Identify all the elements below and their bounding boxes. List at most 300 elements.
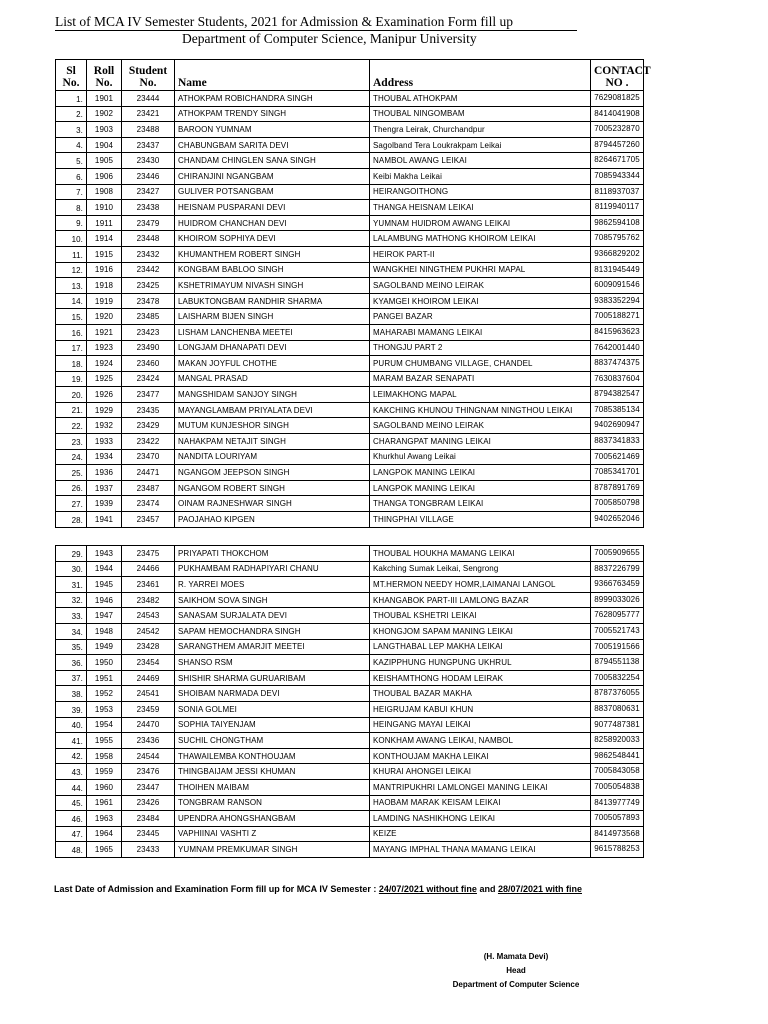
cell-roll-no: 1901	[87, 91, 122, 107]
cell-student-no: 23460	[122, 356, 175, 372]
signatory-department: Department of Computer Science	[452, 980, 580, 989]
cell-address: LEIMAKHONG MAPAL	[370, 387, 591, 403]
table-row	[56, 262, 644, 278]
cell-address: LANGPOK MANING LEIKAI	[370, 480, 591, 496]
cell-name: NGANGOM JEEPSON SINGH	[175, 465, 370, 481]
signatory-name: (H. Mamata Devi)	[483, 952, 549, 961]
cell-name: LAISHARM BIJEN SINGH	[175, 309, 370, 325]
column-header-sl: Sl No.	[56, 60, 87, 91]
student-table-part-2	[55, 545, 644, 858]
cell-roll-no: 1937	[87, 480, 122, 496]
cell-student-no: 23479	[122, 215, 175, 231]
cell-address: KONKHAM AWANG LEIKAI, NAMBOL	[370, 733, 591, 749]
last-date-prefix: Last Date of Admission and Examination Form fill up for MCA IV Semester :	[54, 884, 379, 894]
cell-roll-no: 1915	[87, 246, 122, 262]
date-with-fine: 28/07/2021 with fine	[497, 884, 582, 894]
cell-roll-no: 1903	[87, 122, 122, 138]
cell-sl: 45.	[56, 795, 87, 811]
table-row	[56, 764, 644, 780]
cell-address: THOUBAL BAZAR MAKHA	[370, 686, 591, 702]
cell-name: KSHETRIMAYUM NIVASH SINGH	[175, 278, 370, 294]
cell-roll-no: 1953	[87, 701, 122, 717]
cell-contact: 8787891769	[591, 480, 644, 496]
cell-name: KONGBAM BABLOO SINGH	[175, 262, 370, 278]
cell-contact: 7085341701	[591, 465, 644, 481]
cell-sl: 9.	[56, 215, 87, 231]
cell-roll-no: 1906	[87, 168, 122, 184]
table-row	[56, 168, 644, 184]
cell-address: HAOBAM MARAK KEISAM LEIKAI	[370, 795, 591, 811]
cell-sl: 2.	[56, 106, 87, 122]
cell-student-no: 23448	[122, 231, 175, 247]
cell-address: KYAMGEI KHOIROM LEIKAI	[370, 293, 591, 309]
cell-name: MANGAL PRASAD	[175, 371, 370, 387]
cell-student-no: 24541	[122, 686, 175, 702]
cell-student-no: 23484	[122, 811, 175, 827]
cell-student-no: 23477	[122, 387, 175, 403]
table-row	[56, 826, 644, 842]
cell-contact: 7005054838	[591, 779, 644, 795]
cell-student-no: 23454	[122, 655, 175, 671]
cell-student-no: 23482	[122, 592, 175, 608]
cell-address: THONGJU PART 2	[370, 340, 591, 356]
cell-contact: 8118937037	[591, 184, 644, 200]
cell-sl: 35.	[56, 639, 87, 655]
cell-address: LALAMBUNG MATHONG KHOIROM LEIKAI	[370, 231, 591, 247]
cell-contact: 8258920033	[591, 733, 644, 749]
table-row	[56, 200, 644, 216]
last-date-and: and	[476, 884, 498, 894]
cell-roll-no: 1952	[87, 686, 122, 702]
cell-sl: 36.	[56, 655, 87, 671]
cell-address: MARAM BAZAR SENAPATI	[370, 371, 591, 387]
cell-sl: 48.	[56, 842, 87, 858]
cell-student-no: 23444	[122, 91, 175, 107]
cell-sl: 26.	[56, 480, 87, 496]
cell-sl: 7.	[56, 184, 87, 200]
cell-contact: 8794382547	[591, 387, 644, 403]
cell-address: NAMBOL AWANG LEIKAI	[370, 153, 591, 169]
cell-sl: 11.	[56, 246, 87, 262]
cell-contact: 6009091546	[591, 278, 644, 294]
column-header-roll: Roll No.	[87, 60, 122, 91]
cell-address: THOUBAL KSHETRI LEIKAI	[370, 608, 591, 624]
column-header-student-no: Student No.	[122, 60, 175, 91]
cell-address: THINGPHAI VILLAGE	[370, 512, 591, 528]
cell-contact: 8837341833	[591, 434, 644, 450]
cell-sl: 43.	[56, 764, 87, 780]
cell-sl: 47.	[56, 826, 87, 842]
cell-contact: 8794551138	[591, 655, 644, 671]
cell-roll-no: 1902	[87, 106, 122, 122]
cell-roll-no: 1948	[87, 623, 122, 639]
cell-contact: 7005521743	[591, 623, 644, 639]
cell-address: THOUBAL NINGOMBAM	[370, 106, 591, 122]
cell-address: SAGOLBAND MEINO LEIRAK	[370, 418, 591, 434]
cell-roll-no: 1947	[87, 608, 122, 624]
cell-name: NAHAKPAM NETAJIT SINGH	[175, 434, 370, 450]
cell-sl: 5.	[56, 153, 87, 169]
cell-sl: 34.	[56, 623, 87, 639]
cell-contact: 8794457260	[591, 137, 644, 153]
cell-sl: 40.	[56, 717, 87, 733]
cell-student-no: 24470	[122, 717, 175, 733]
cell-name: SOPHIA TAIYENJAM	[175, 717, 370, 733]
cell-name: TONGBRAM RANSON	[175, 795, 370, 811]
cell-roll-no: 1932	[87, 418, 122, 434]
cell-student-no: 23445	[122, 826, 175, 842]
table-row	[56, 122, 644, 138]
cell-contact: 7628095777	[591, 608, 644, 624]
cell-roll-no: 1911	[87, 215, 122, 231]
cell-sl: 25.	[56, 465, 87, 481]
cell-student-no: 23436	[122, 733, 175, 749]
cell-name: THOIHEN MAIBAM	[175, 779, 370, 795]
cell-sl: 15.	[56, 309, 87, 325]
cell-contact: 7085385134	[591, 402, 644, 418]
cell-roll-no: 1960	[87, 779, 122, 795]
table-row	[56, 701, 644, 717]
table-row	[56, 278, 644, 294]
cell-student-no: 24542	[122, 623, 175, 639]
signature-block	[446, 950, 586, 992]
cell-contact: 8837226799	[591, 561, 644, 577]
cell-address: YUMNAM HUIDROM AWANG LEIKAI	[370, 215, 591, 231]
cell-contact: 9366829202	[591, 246, 644, 262]
cell-roll-no: 1916	[87, 262, 122, 278]
cell-contact: 7005909655	[591, 546, 644, 562]
cell-roll-no: 1934	[87, 449, 122, 465]
cell-name: ATHOKPAM TRENDY SINGH	[175, 106, 370, 122]
cell-contact: 8999033026	[591, 592, 644, 608]
cell-roll-no: 1964	[87, 826, 122, 842]
table-row	[56, 686, 644, 702]
cell-roll-no: 1941	[87, 512, 122, 528]
cell-address: THANGA TONGBRAM LEIKAI	[370, 496, 591, 512]
cell-sl: 30.	[56, 561, 87, 577]
cell-contact: 9615788253	[591, 842, 644, 858]
cell-contact: 8264671705	[591, 153, 644, 169]
cell-student-no: 23421	[122, 106, 175, 122]
table-row	[56, 371, 644, 387]
table-row	[56, 639, 644, 655]
cell-address: KEISHAMTHONG HODAM LEIRAK	[370, 670, 591, 686]
cell-address: MT.HERMON NEEDY HOMR,LAIMANAI LANGOL	[370, 577, 591, 593]
table-row	[56, 434, 644, 450]
cell-sl: 24.	[56, 449, 87, 465]
cell-contact: 7005188271	[591, 309, 644, 325]
cell-name: SAIKHOM SOVA SINGH	[175, 592, 370, 608]
table-row	[56, 91, 644, 107]
cell-contact: 8837474375	[591, 356, 644, 372]
cell-address: KAZIPPHUNG HUNGPUNG UKHRUL	[370, 655, 591, 671]
cell-contact: 8837080631	[591, 701, 644, 717]
cell-name: PUKHAMBAM RADHAPIYARI CHANU	[175, 561, 370, 577]
table-row	[56, 449, 644, 465]
cell-roll-no: 1963	[87, 811, 122, 827]
table-row	[56, 496, 644, 512]
cell-student-no: 23433	[122, 842, 175, 858]
cell-contact: 7005621469	[591, 449, 644, 465]
cell-address: HEINGANG MAYAI LEIKAI	[370, 717, 591, 733]
cell-contact: 7005232870	[591, 122, 644, 138]
cell-sl: 12.	[56, 262, 87, 278]
cell-sl: 28.	[56, 512, 87, 528]
cell-roll-no: 1943	[87, 546, 122, 562]
cell-name: KHOIROM SOPHIYA DEVI	[175, 231, 370, 247]
cell-roll-no: 1910	[87, 200, 122, 216]
cell-student-no: 23426	[122, 795, 175, 811]
cell-roll-no: 1920	[87, 309, 122, 325]
cell-address: KAKCHING KHUNOU THINGNAM NINGTHOU LEIKAI	[370, 402, 591, 418]
table-row	[56, 623, 644, 639]
table-row	[56, 465, 644, 481]
table-row	[56, 561, 644, 577]
table-row	[56, 733, 644, 749]
table-row	[56, 480, 644, 496]
cell-name: SHANSO RSM	[175, 655, 370, 671]
cell-name: PRIYAPATI THOKCHOM	[175, 546, 370, 562]
cell-sl: 1.	[56, 91, 87, 107]
table-row	[56, 670, 644, 686]
cell-student-no: 23435	[122, 402, 175, 418]
cell-sl: 8.	[56, 200, 87, 216]
cell-sl: 42.	[56, 748, 87, 764]
cell-roll-no: 1954	[87, 717, 122, 733]
cell-address: HEIRANGOITHONG	[370, 184, 591, 200]
cell-roll-no: 1921	[87, 324, 122, 340]
department-line: Department of Computer Science, Manipur University	[182, 31, 477, 46]
table-row	[56, 842, 644, 858]
cell-roll-no: 1955	[87, 733, 122, 749]
cell-sl: 37.	[56, 670, 87, 686]
cell-student-no: 23490	[122, 340, 175, 356]
cell-contact: 9402652046	[591, 512, 644, 528]
cell-contact: 9366763459	[591, 577, 644, 593]
table-row	[56, 402, 644, 418]
cell-student-no: 23459	[122, 701, 175, 717]
cell-address: Sagolband Tera Loukrakpam Leikai	[370, 137, 591, 153]
cell-student-no: 23446	[122, 168, 175, 184]
cell-name: THAWAILEMBA KONTHOUJAM	[175, 748, 370, 764]
cell-roll-no: 1925	[87, 371, 122, 387]
cell-address: KEIZE	[370, 826, 591, 842]
cell-address: Thengra Leirak, Churchandpur	[370, 122, 591, 138]
cell-name: CHABUNGBAM SARITA DEVI	[175, 137, 370, 153]
cell-address: HEIROK PART-II	[370, 246, 591, 262]
cell-name: R. YARREI MOES	[175, 577, 370, 593]
cell-name: ATHOKPAM ROBICHANDRA SINGH	[175, 91, 370, 107]
cell-address: Kakching Sumak Leikai, Sengrong	[370, 561, 591, 577]
cell-student-no: 23425	[122, 278, 175, 294]
column-header-address: Address	[370, 60, 591, 91]
cell-sl: 19.	[56, 371, 87, 387]
cell-student-no: 23437	[122, 137, 175, 153]
cell-student-no: 24471	[122, 465, 175, 481]
table-row	[56, 215, 644, 231]
cell-roll-no: 1961	[87, 795, 122, 811]
cell-name: SAPAM HEMOCHANDRA SINGH	[175, 623, 370, 639]
cell-roll-no: 1905	[87, 153, 122, 169]
cell-name: HUIDROM CHANCHAN DEVI	[175, 215, 370, 231]
cell-address: KHONGJOM SAPAM MANING LEIKAI	[370, 623, 591, 639]
table-row	[56, 546, 644, 562]
cell-roll-no: 1923	[87, 340, 122, 356]
table-row	[56, 153, 644, 169]
student-table-part-1	[55, 59, 651, 528]
cell-roll-no: 1904	[87, 137, 122, 153]
cell-sl: 16.	[56, 324, 87, 340]
cell-address: MANTRIPUKHRI LAMLONGEI MANING LEIKAI	[370, 779, 591, 795]
cell-name: SHOIBAM NARMADA DEVI	[175, 686, 370, 702]
column-header-name: Name	[175, 60, 370, 91]
student-rows	[56, 91, 644, 528]
cell-name: VAPHIINAI VASHTI Z	[175, 826, 370, 842]
cell-roll-no: 1919	[87, 293, 122, 309]
cell-student-no: 23429	[122, 418, 175, 434]
cell-student-no: 23423	[122, 324, 175, 340]
cell-sl: 32.	[56, 592, 87, 608]
column-header-contact: CONTACT NO .	[591, 60, 644, 91]
table-row	[56, 324, 644, 340]
cell-sl: 33.	[56, 608, 87, 624]
cell-contact: 7629081825	[591, 91, 644, 107]
cell-sl: 27.	[56, 496, 87, 512]
cell-roll-no: 1949	[87, 639, 122, 655]
cell-address: SAGOLBAND MEINO LEIRAK	[370, 278, 591, 294]
cell-contact: 9383352294	[591, 293, 644, 309]
cell-contact: 8414973568	[591, 826, 644, 842]
cell-address: THOUBAL ATHOKPAM	[370, 91, 591, 107]
cell-student-no: 24543	[122, 608, 175, 624]
last-date-note	[54, 884, 582, 894]
cell-address: THANGA HEISNAM LEIKAI	[370, 200, 591, 216]
cell-sl: 21.	[56, 402, 87, 418]
cell-student-no: 23432	[122, 246, 175, 262]
cell-address: WANGKHEI NINGTHEM PUKHRI MAPAL	[370, 262, 591, 278]
table-row	[56, 655, 644, 671]
cell-roll-no: 1939	[87, 496, 122, 512]
cell-name: SARANGTHEM AMARJIT MEETEI	[175, 639, 370, 655]
cell-name: LISHAM LANCHENBA MEETEI	[175, 324, 370, 340]
table-row	[56, 512, 644, 528]
cell-student-no: 23428	[122, 639, 175, 655]
table-row	[56, 795, 644, 811]
cell-address: MAHARABI MAMANG LEIKAI	[370, 324, 591, 340]
cell-contact: 8119940117	[591, 200, 644, 216]
document-title: List of MCA IV Semester Students, 2021 for Admission & Examination Form fill up	[55, 14, 577, 31]
cell-name: GULIVER POTSANGBAM	[175, 184, 370, 200]
cell-address: LANGPOK MANING LEIKAI	[370, 465, 591, 481]
cell-name: NGANGOM ROBERT SINGH	[175, 480, 370, 496]
cell-contact: 8131945449	[591, 262, 644, 278]
cell-name: CHANDAM CHINGLEN SANA SINGH	[175, 153, 370, 169]
cell-roll-no: 1944	[87, 561, 122, 577]
cell-address: PURUM CHUMBANG VILLAGE, CHANDEL	[370, 356, 591, 372]
cell-name: NANDITA LOURIYAM	[175, 449, 370, 465]
cell-student-no: 23438	[122, 200, 175, 216]
cell-roll-no: 1951	[87, 670, 122, 686]
table-row	[56, 779, 644, 795]
cell-address: HEIGRUJAM KABUI KHUN	[370, 701, 591, 717]
cell-roll-no: 1958	[87, 748, 122, 764]
cell-roll-no: 1933	[87, 434, 122, 450]
cell-contact: 7005832254	[591, 670, 644, 686]
cell-name: UPENDRA AHONGSHANGBAM	[175, 811, 370, 827]
table-row	[56, 387, 644, 403]
cell-name: LABUKTONGBAM RANDHIR SHARMA	[175, 293, 370, 309]
cell-sl: 20.	[56, 387, 87, 403]
table-row	[56, 748, 644, 764]
cell-student-no: 23488	[122, 122, 175, 138]
cell-name: SANASAM SURJALATA DEVI	[175, 608, 370, 624]
cell-roll-no: 1950	[87, 655, 122, 671]
cell-contact: 7005843058	[591, 764, 644, 780]
cell-roll-no: 1914	[87, 231, 122, 247]
cell-address: KHANGABOK PART-III LAMLONG BAZAR	[370, 592, 591, 608]
table-row	[56, 577, 644, 593]
cell-contact: 9862548441	[591, 748, 644, 764]
cell-contact: 7005191566	[591, 639, 644, 655]
student-rows	[56, 546, 644, 858]
cell-roll-no: 1965	[87, 842, 122, 858]
cell-address: Keibi Makha Leikai	[370, 168, 591, 184]
cell-contact: 7005057893	[591, 811, 644, 827]
cell-roll-no: 1926	[87, 387, 122, 403]
cell-contact: 7005850798	[591, 496, 644, 512]
cell-name: MAYANGLAMBAM PRIYALATA DEVI	[175, 402, 370, 418]
cell-contact: 9077487381	[591, 717, 644, 733]
cell-student-no: 23475	[122, 546, 175, 562]
cell-sl: 46.	[56, 811, 87, 827]
cell-sl: 10.	[56, 231, 87, 247]
cell-roll-no: 1924	[87, 356, 122, 372]
cell-sl: 44.	[56, 779, 87, 795]
cell-student-no: 23474	[122, 496, 175, 512]
cell-name: SHISHIR SHARMA GURUARIBAM	[175, 670, 370, 686]
table-row	[56, 717, 644, 733]
cell-name: SONIA GOLMEI	[175, 701, 370, 717]
table-row	[56, 340, 644, 356]
cell-student-no: 24466	[122, 561, 175, 577]
cell-student-no: 23422	[122, 434, 175, 450]
cell-sl: 6.	[56, 168, 87, 184]
cell-roll-no: 1918	[87, 278, 122, 294]
cell-name: HEISNAM PUSPARANI DEVI	[175, 200, 370, 216]
cell-student-no: 23470	[122, 449, 175, 465]
cell-student-no: 23476	[122, 764, 175, 780]
cell-sl: 41.	[56, 733, 87, 749]
cell-address: KHURAI AHONGEI LEIKAI	[370, 764, 591, 780]
cell-sl: 29.	[56, 546, 87, 562]
cell-name: MANGSHIDAM SANJOY SINGH	[175, 387, 370, 403]
table-row	[56, 811, 644, 827]
date-without-fine: 24/07/2021 without fine	[378, 884, 477, 894]
cell-contact: 9402690947	[591, 418, 644, 434]
cell-contact: 7630837604	[591, 371, 644, 387]
cell-student-no: 23447	[122, 779, 175, 795]
cell-sl: 14.	[56, 293, 87, 309]
cell-name: KHUMANTHEM ROBERT SINGH	[175, 246, 370, 262]
cell-student-no: 23461	[122, 577, 175, 593]
cell-name: LONGJAM DHANAPATI DEVI	[175, 340, 370, 356]
cell-address: Khurkhul Awang Leikai	[370, 449, 591, 465]
cell-contact: 7642001440	[591, 340, 644, 356]
cell-contact: 8787376055	[591, 686, 644, 702]
cell-student-no: 24469	[122, 670, 175, 686]
cell-student-no: 23442	[122, 262, 175, 278]
cell-name: MAKAN JOYFUL CHOTHE	[175, 356, 370, 372]
